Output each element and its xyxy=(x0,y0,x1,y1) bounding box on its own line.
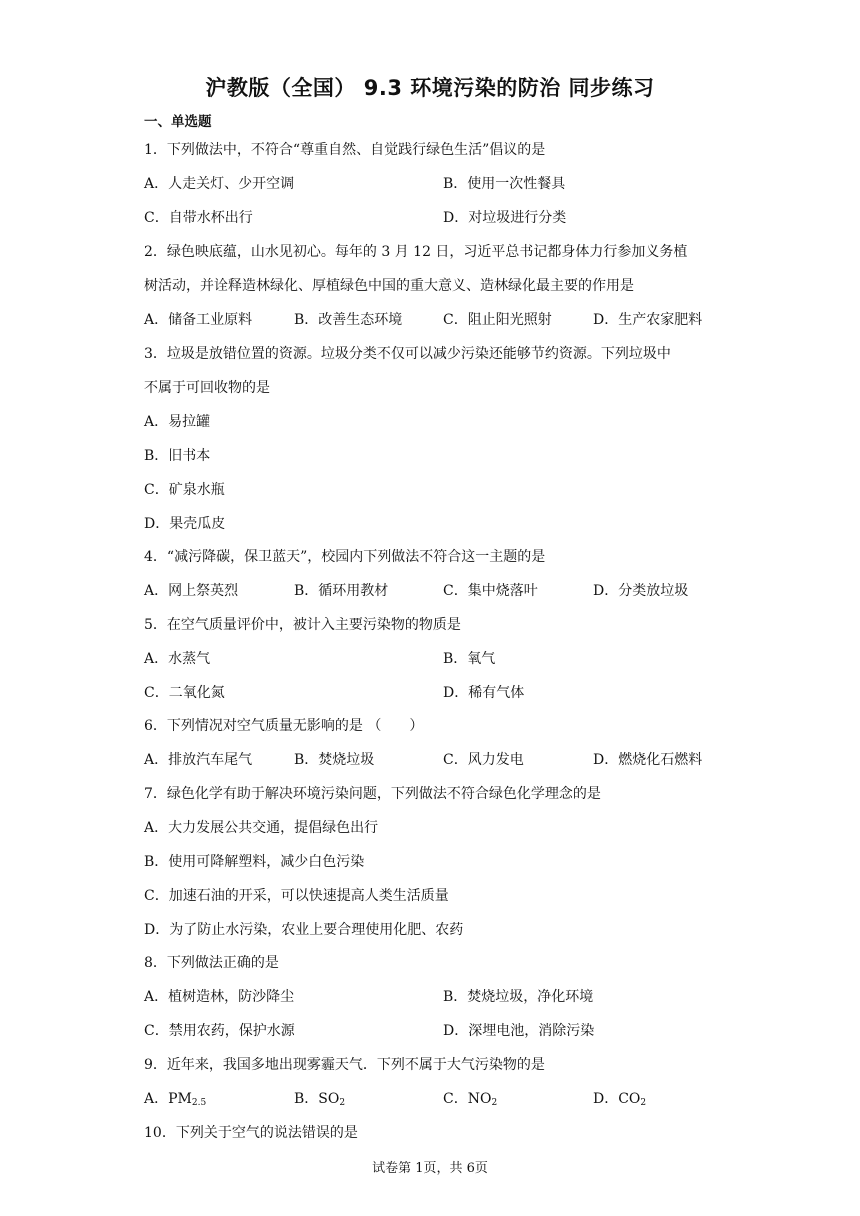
question-3-stem-line2: 不属于可回收物的是 xyxy=(144,380,270,396)
q1-option-b: B．使用一次性餐具 xyxy=(443,176,566,192)
q9-option-b: B．$SO_2$ xyxy=(294,1091,346,1108)
question-1-stem: 1．下列做法中，不符合“尊重自然、自觉践行绿色生活”倡议的是 xyxy=(144,142,546,158)
q8-option-b: B．焚烧垃圾，净化环境 xyxy=(443,989,594,1005)
q7-option-a: A．大力发展公共交通，提倡绿色出行 xyxy=(144,820,379,836)
question-8-stem: 8．下列做法正确的是 xyxy=(144,955,279,971)
question-5-stem: 5．在空气质量评价中，被计入主要污染物的物质是 xyxy=(144,617,461,633)
question-7-stem: 7．绿色化学有助于解决环境污染问题，下列做法不符合绿色化学理念的是 xyxy=(144,786,601,802)
section-heading: 一、单选题 xyxy=(144,114,212,130)
q6-option-c: C．风力发电 xyxy=(443,752,524,768)
q8-option-d: D．深埋电池，消除污染 xyxy=(443,1023,595,1039)
q4-option-a: A．网上祭英烈 xyxy=(144,583,239,599)
q3-option-d: D．果壳瓜皮 xyxy=(144,516,226,532)
q5-option-a: A．水蒸气 xyxy=(144,651,211,667)
q5-option-b: B．氧气 xyxy=(443,651,496,667)
q2-option-c: C．阻止阳光照射 xyxy=(443,312,552,328)
question-4-stem: 4．“减污降碳，保卫蓝天”，校园内下列做法不符合这一主题的是 xyxy=(144,549,546,565)
q6-option-b: B．焚烧垃圾 xyxy=(294,752,375,768)
q9-option-c: C．$NO_2$ xyxy=(443,1091,498,1108)
q7-option-b: B．使用可降解塑料，减少白色污染 xyxy=(144,854,365,870)
q2-option-a: A．储备工业原料 xyxy=(144,312,253,328)
q9-option-a: A．$PM_{2.5}$ xyxy=(144,1091,207,1108)
q5-option-d: D．稀有气体 xyxy=(443,685,525,701)
q5-option-c: C．二氧化氮 xyxy=(144,685,225,701)
page-title: 沪教版（全国） 9.3 环境污染的防治 同步练习 xyxy=(205,76,655,100)
q6-option-d: D．燃烧化石燃料 xyxy=(593,752,703,768)
q4-option-c: C．集中烧落叶 xyxy=(443,583,538,599)
q3-option-a: A．易拉罐 xyxy=(144,414,211,430)
q1-option-d: D．对垃圾进行分类 xyxy=(443,210,567,226)
question-2-stem-line1: 2．绿色映底蕴，山水见初心。每年的 3 月 12 日，习近平总书记都身体力行参加义务植 xyxy=(144,244,688,260)
q1-option-c: C．自带水杯出行 xyxy=(144,210,253,226)
q3-option-c: C．矿泉水瓶 xyxy=(144,482,225,498)
q7-option-c: C．加速石油的开采，可以快速提高人类生活质量 xyxy=(144,888,449,904)
question-9-stem: 9．近年来，我国多地出现雾霾天气．下列不属于大气污染物的是 xyxy=(144,1057,545,1073)
question-3-stem-line1: 3．垃圾是放错位置的资源。垃圾分类不仅可以减少污染还能够节约资源。下列垃圾中 xyxy=(144,346,671,362)
q4-option-b: B．循环用教材 xyxy=(294,583,389,599)
page-footer: 试卷第 1页，共 6页 xyxy=(372,1161,488,1176)
q4-option-d: D．分类放垃圾 xyxy=(593,583,689,599)
question-2-stem-line2: 树活动，并诠释造林绿化、厚植绿色中国的重大意义、造林绿化最主要的作用是 xyxy=(144,278,634,294)
q2-option-b: B．改善生态环境 xyxy=(294,312,403,328)
question-6-stem: 6．下列情况对空气质量无影响的是 （ ） xyxy=(144,718,424,734)
q9-option-d: D．$CO_2$ xyxy=(593,1091,647,1108)
q2-option-d: D．生产农家肥料 xyxy=(593,312,703,328)
q3-option-b: B．旧书本 xyxy=(144,448,211,464)
q6-option-a: A．排放汽车尾气 xyxy=(144,752,253,768)
q7-option-d: D．为了防止水污染，农业上要合理使用化肥、农药 xyxy=(144,922,464,938)
question-10-stem: 10．下列关于空气的说法错误的是 xyxy=(144,1125,358,1141)
q1-option-a: A．人走关灯、少开空调 xyxy=(144,176,295,192)
q8-option-a: A．植树造林，防沙降尘 xyxy=(144,989,295,1005)
q8-option-c: C．禁用农药，保护水源 xyxy=(144,1023,295,1039)
